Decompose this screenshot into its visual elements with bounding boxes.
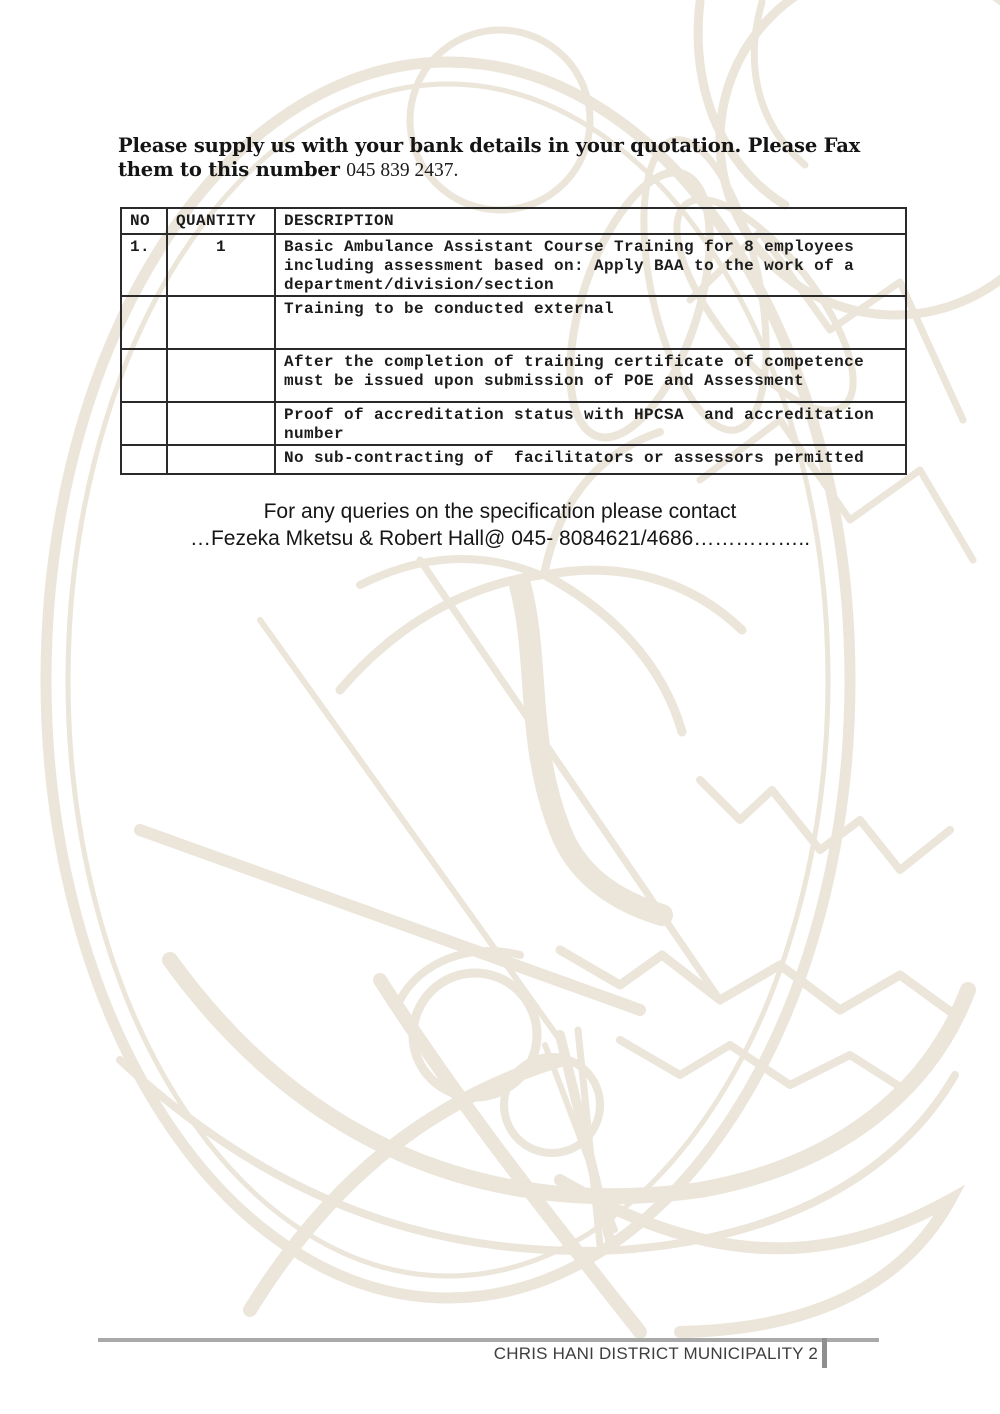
instruction-line2: them to this number	[118, 158, 340, 181]
contact-line2: …Fezeka Mketsu & Robert Hall@ 045- 8084621/4686……………..	[189, 527, 811, 550]
bank-details-instruction	[118, 134, 888, 183]
footer-rule	[98, 1338, 879, 1342]
column-header-quantity: QUANTITY	[167, 208, 275, 234]
footer-municipality-label: CHRIS HANI DISTRICT MUNICIPALITY	[493, 1344, 804, 1363]
table-row	[121, 296, 906, 349]
table-header-row	[121, 208, 906, 234]
footer-page-divider	[822, 1338, 827, 1368]
table-row	[121, 402, 906, 445]
column-header-description: DESCRIPTION	[275, 208, 906, 234]
cell-quantity: 1	[167, 234, 275, 296]
cell-quantity	[167, 296, 275, 349]
cell-no	[121, 296, 167, 349]
cell-no	[121, 402, 167, 445]
cell-no	[121, 349, 167, 402]
cell-quantity	[167, 402, 275, 445]
footer	[98, 1344, 818, 1364]
contact-line1: For any queries on the specification please contact	[263, 500, 737, 523]
cell-description: Basic Ambulance Assistant Course Training for 8 employees including assessment based on: Apply BAA to the work of a department/division/section	[275, 234, 906, 296]
cell-description: Proof of accreditation status with HPCSA and accreditation number	[275, 402, 906, 445]
instruction-line1: Please supply us with your bank details in your quotation. Please Fax	[118, 134, 861, 157]
table-row	[121, 234, 906, 296]
footer-page-number: 2	[808, 1344, 818, 1363]
cell-description: After the completion of training certificate of competence must be issued upon submission of POE and Assessment	[275, 349, 906, 402]
cell-no	[121, 445, 167, 474]
queries-contact-block	[0, 498, 1000, 552]
table-row	[121, 349, 906, 402]
cell-no: 1.	[121, 234, 167, 296]
spec-table	[120, 207, 907, 475]
cell-description: Training to be conducted external	[275, 296, 906, 349]
table-row	[121, 445, 906, 474]
cell-quantity	[167, 445, 275, 474]
column-header-no: NO	[121, 208, 167, 234]
cell-quantity	[167, 349, 275, 402]
fax-number: 045 839 2437.	[346, 160, 459, 181]
cell-description: No sub-contracting of facilitators or assessors permitted	[275, 445, 906, 474]
